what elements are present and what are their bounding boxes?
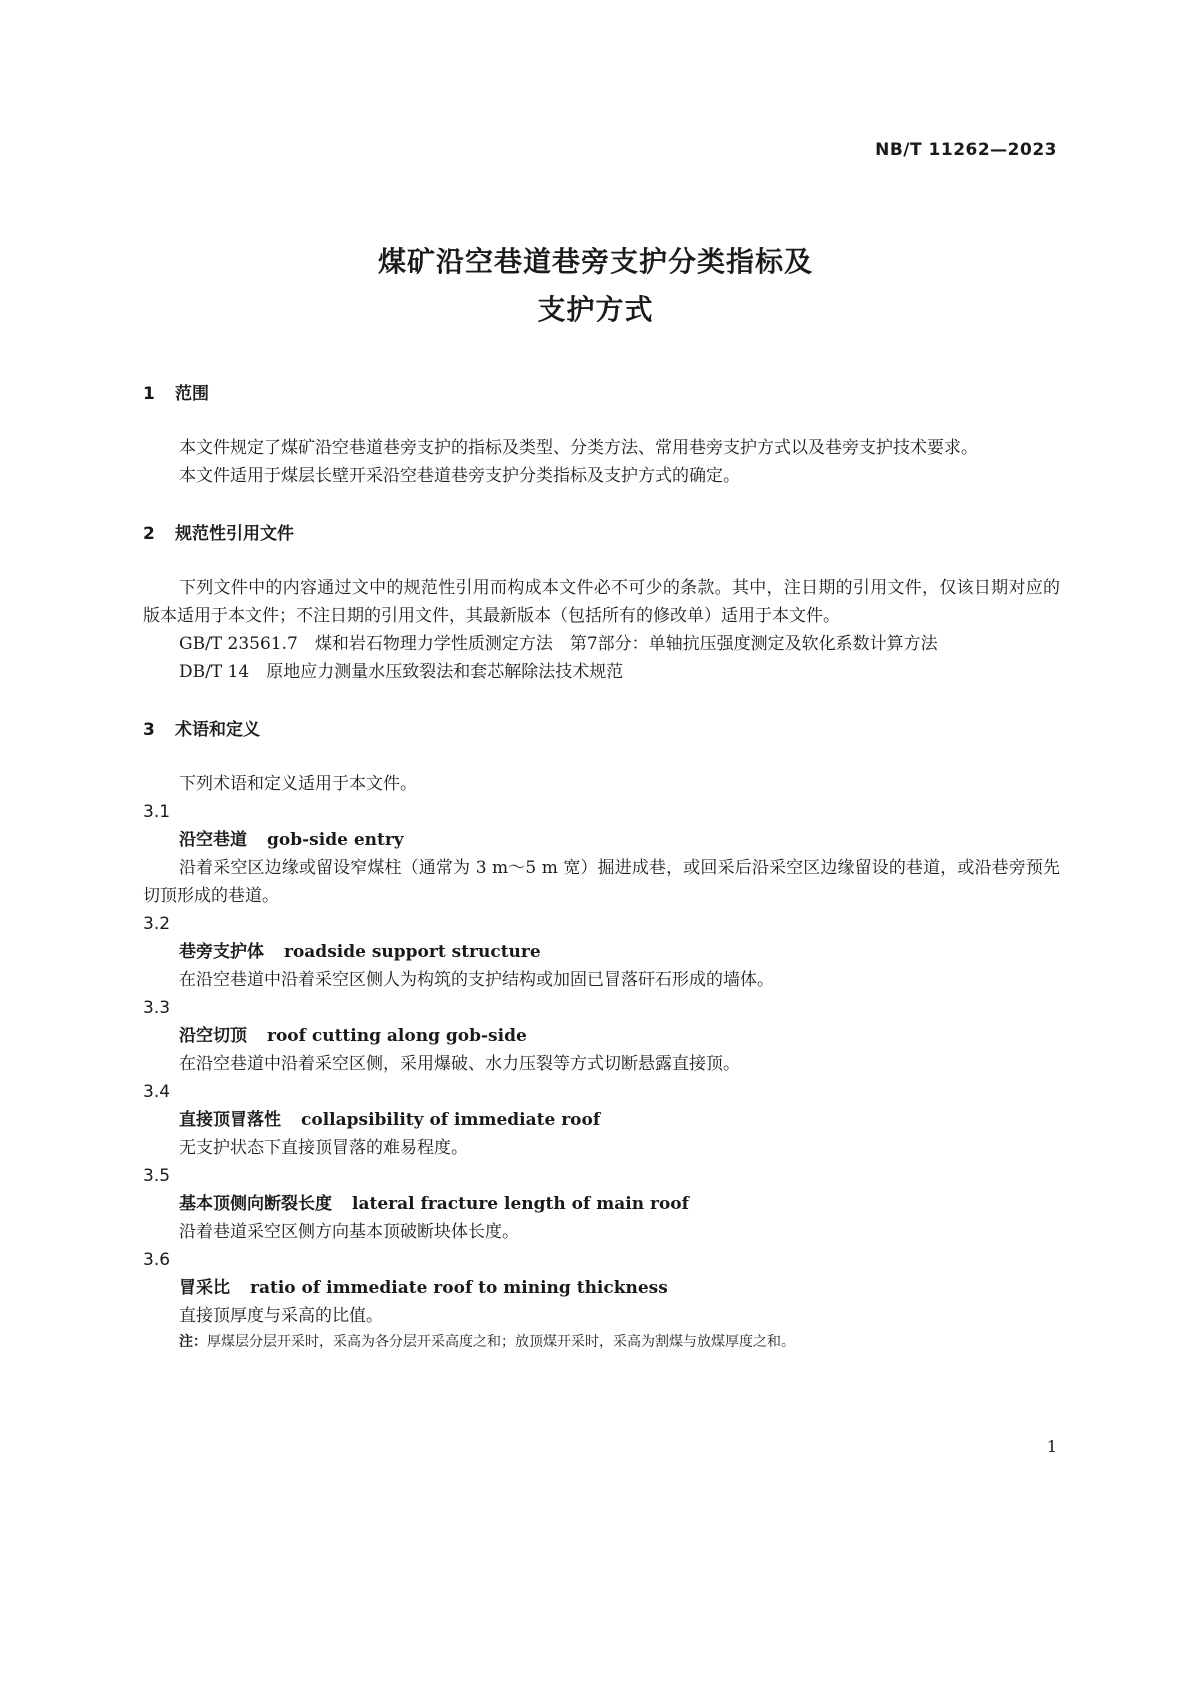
term-number: 3.4: [143, 1082, 171, 1102]
reference-title: 煤和岩石物理力学性质测定方法 第7部分：单轴抗压强度测定及软化系数计算方法: [314, 634, 938, 654]
term-en: gob-side entry: [267, 830, 404, 850]
term-entry-5: [143, 1162, 1060, 1246]
term-definition: 沿着采空区边缘或留设窄煤柱（通常为 3 m～5 m 宽）掘进成巷，或回采后沿采空区边缘留设的巷道，或沿巷旁预先切顶形成的巷道。: [143, 858, 1060, 906]
term-heading: [143, 938, 1060, 966]
scope-paragraph-1: 本文件规定了煤矿沿空巷道巷旁支护的指标及类型、分类方法、常用巷旁支护方式以及巷旁支护技术要求。: [179, 438, 978, 458]
note: [143, 1330, 1060, 1354]
term-number: 3.5: [143, 1166, 171, 1186]
term-zh: 冒采比: [179, 1278, 230, 1298]
term-entry-3: [143, 994, 1060, 1078]
reference-code: DB/T 14: [179, 662, 250, 682]
reference-code: GB/T 23561.7: [179, 634, 298, 654]
term-en: lateral fracture length of main roof: [352, 1194, 689, 1214]
term-en: collapsibility of immediate roof: [301, 1110, 601, 1130]
term-zh: 基本顶侧向断裂长度: [179, 1194, 332, 1214]
term-entry-6: [143, 1246, 1060, 1330]
section-heading-scope: [143, 380, 1060, 408]
term-definition: 在沿空巷道中沿着采空区侧，采用爆破、水力压裂等方式切断悬露直接顶。: [179, 1054, 740, 1074]
title-line-1: 煤矿沿空巷道巷旁支护分类指标及: [377, 245, 813, 278]
term-number: 3.2: [143, 914, 171, 934]
section-number: 2: [143, 524, 155, 544]
reference-1: [143, 630, 1060, 658]
term-en: ratio of immediate roof to mining thickness: [250, 1278, 668, 1298]
page-number: 1: [1046, 1437, 1057, 1456]
term-definition: 直接顶厚度与采高的比值。: [179, 1306, 383, 1326]
term-entry-1: [143, 798, 1060, 910]
term-definition: 沿着巷道采空区侧方向基本顶破断块体长度。: [179, 1222, 519, 1242]
term-definition: 在沿空巷道中沿着采空区侧人为构筑的支护结构或加固已冒落矸石形成的墙体。: [179, 970, 774, 990]
term-heading: [143, 1022, 1060, 1050]
term-number: 3.3: [143, 998, 171, 1018]
term-heading: [143, 1274, 1060, 1302]
document-body: [143, 380, 1060, 1354]
section-heading-terms: [143, 716, 1060, 744]
title-line-2: 支护方式: [537, 293, 654, 326]
note-label: 注：: [179, 1334, 207, 1350]
term-heading: [143, 826, 1060, 854]
term-entry-4: [143, 1078, 1060, 1162]
note-text: 厚煤层分层开采时，采高为各分层开采高度之和；放顶煤开采时，采高为割煤与放煤厚度之和。: [207, 1334, 795, 1350]
section-title: 范围: [175, 384, 209, 404]
scope-paragraph-2: 本文件适用于煤层长壁开采沿空巷道巷旁支护分类指标及支护方式的确定。: [179, 466, 740, 486]
section-title: 术语和定义: [175, 720, 260, 740]
section-heading-refs: [143, 520, 1060, 548]
section-number: 3: [143, 720, 155, 740]
term-heading: [143, 1106, 1060, 1134]
reference-title: 原地应力测量水压致裂法和套芯解除法技术规范: [266, 662, 624, 682]
term-zh: 沿空切顶: [179, 1026, 247, 1046]
term-zh: 沿空巷道: [179, 830, 247, 850]
section-title: 规范性引用文件: [175, 524, 294, 544]
document-title: [0, 238, 1191, 334]
term-en: roof cutting along gob-side: [267, 1026, 527, 1046]
reference-2: [143, 658, 1060, 686]
term-definition: 无支护状态下直接顶冒落的难易程度。: [179, 1138, 468, 1158]
standard-code: NB/T 11262—2023: [875, 140, 1057, 160]
section-number: 1: [143, 384, 155, 404]
term-number: 3.6: [143, 1250, 171, 1270]
terms-intro: 下列术语和定义适用于本文件。: [179, 774, 417, 794]
term-heading: [143, 1190, 1060, 1218]
term-entry-2: [143, 910, 1060, 994]
term-en: roadside support structure: [284, 942, 541, 962]
term-zh: 直接顶冒落性: [179, 1110, 281, 1130]
refs-intro: 下列文件中的内容通过文中的规范性引用而构成本文件必不可少的条款。其中，注日期的引用文件，仅该日期对应的版本适用于本文件；不注日期的引用文件，其最新版本（包括所有的修改单）适用于本文件。: [143, 578, 1060, 626]
term-zh: 巷旁支护体: [179, 942, 264, 962]
term-number: 3.1: [143, 802, 171, 822]
